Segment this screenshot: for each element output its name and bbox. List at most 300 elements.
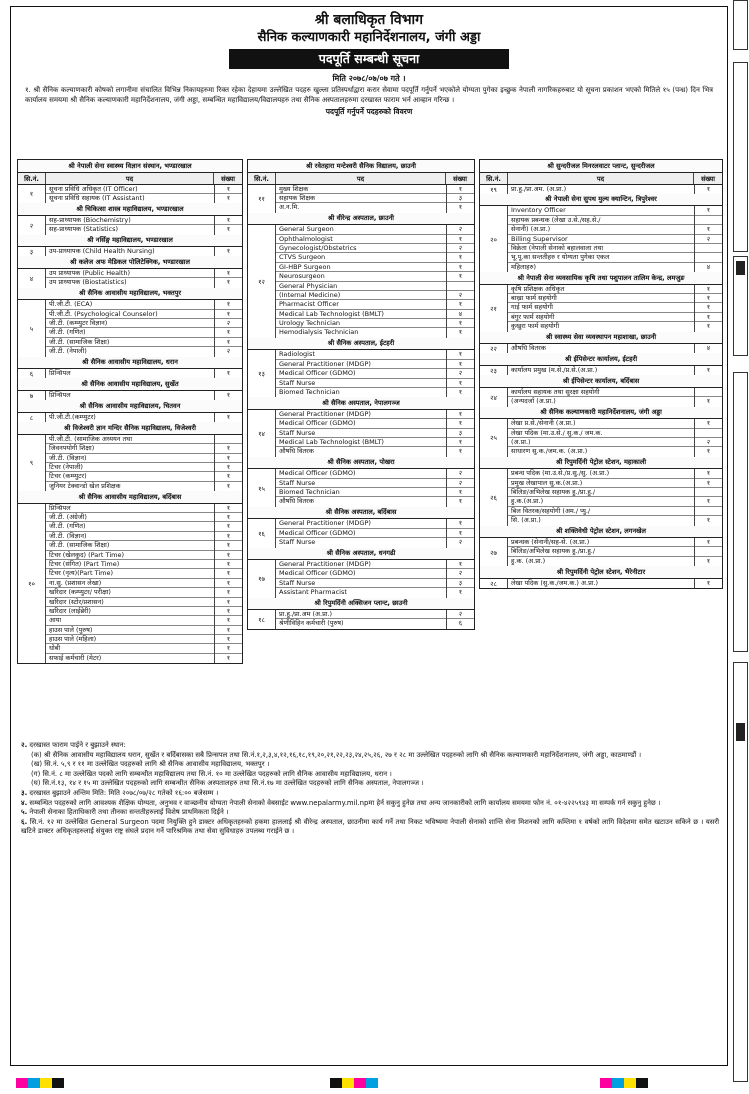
institution-name: श्री विजेश्वरी ज्ञान मन्दिर सैनिक महाविद्यालय, विजेश्वरी <box>18 422 242 435</box>
post-name: सहायक प्रबन्धक (लेखा उ.से./सह.से./ <box>508 216 694 225</box>
table-row <box>480 185 722 194</box>
vacancy-columns <box>17 159 723 737</box>
table-row <box>480 469 722 525</box>
table-row <box>18 185 242 204</box>
post-count <box>695 253 722 262</box>
post-count: ३ <box>447 579 474 588</box>
post-name: ना.सु. (प्रशासन लेखा) <box>46 579 214 588</box>
post-name: साधारण सु.क./जम.क. (अ.प्रा.) <box>511 447 588 456</box>
post-name: प्रा.हु./प्रा.अम (अ.प्रा.) <box>276 610 446 619</box>
post-count: १ <box>215 216 242 225</box>
post-count: १ <box>215 607 242 616</box>
post-count: १ <box>458 387 463 396</box>
post-name: सेनानी) (अ.प्रा.) <box>508 225 694 234</box>
vacancy-column-1 <box>17 159 243 664</box>
post-count: १ <box>215 454 242 463</box>
institution-block <box>18 288 242 357</box>
institution-name: श्री रवेतहारा मन्टेश्वरी सैनिक विद्यालय, छाउनी <box>248 160 474 173</box>
post-count <box>447 282 474 291</box>
post-list <box>276 610 446 629</box>
post-name: टिचर (नृत्य)(Part Time) <box>46 569 214 578</box>
post-list <box>46 413 214 422</box>
post-count: १ <box>695 313 722 322</box>
institution-name: श्री रिपुमर्दिनी पेट्रोल स्टेशन, भैरेनीटार <box>480 566 722 579</box>
post-count: १ <box>226 653 231 662</box>
header-post: पद <box>508 173 694 184</box>
post-name: सि. (अ.प्रा.) <box>511 516 541 525</box>
post-list <box>46 247 214 256</box>
post-name: टिचर (कम्प्युटर) <box>46 472 214 481</box>
org-line-1: श्री बलाधिकृत विभाग <box>314 12 424 28</box>
post-name: सूचना प्रविधि सहायक (IT Assistant) <box>49 193 145 202</box>
post-name: प्रमुख लेखापाल सु.क.(अ.प्रा.) <box>508 479 694 488</box>
header-sn: सि.नं. <box>480 173 508 184</box>
post-count <box>695 507 722 516</box>
institution-name: श्री सैनिक कल्याणकारी महानिर्देशनालय, जंगी अड्डा <box>480 407 722 420</box>
post-count: १ <box>215 444 242 453</box>
note-item <box>21 799 719 808</box>
post-count: १ <box>706 365 711 374</box>
serial-number: २४ <box>480 388 508 407</box>
post-name: हु.क. (अ.प्रा.) <box>511 556 546 565</box>
post-name: जी.टी. (गणित) <box>46 522 214 531</box>
post-name: जी.टी. (कम्प्युटर विज्ञान) <box>46 319 214 328</box>
institution-block <box>248 598 474 629</box>
post-count: २ <box>447 469 474 478</box>
post-count: २ <box>447 225 474 234</box>
post-list <box>276 410 446 457</box>
post-name: प्रबन्धक (सेनानी/सह-से. (अ.प्रा.) <box>508 538 694 547</box>
note-item <box>21 818 719 836</box>
post-name: जी.टी. (नेपाली) <box>49 347 87 356</box>
post-count: १ <box>447 438 474 447</box>
institution-block <box>248 338 474 397</box>
post-name: (अन्यदर्जा (अ.प्रा.) <box>511 397 556 406</box>
post-count: १ <box>215 569 242 578</box>
post-name: सह-प्राध्यापक (Biochemistry) <box>46 216 214 225</box>
post-list <box>46 435 214 491</box>
note-label: ४. <box>21 798 28 807</box>
count-list <box>694 344 722 353</box>
count-list <box>214 369 242 378</box>
post-count: १ <box>447 360 474 369</box>
institution-name: श्री नेपाली सेना सुपथ मुल्य क्यान्टिन, त्रिपुरेश्वर <box>480 194 722 207</box>
count-list <box>694 469 722 525</box>
institution-name: श्री कलेज अफ मेडिकल पोलिटेक्निक, भण्डारखाल <box>18 256 242 269</box>
vacancy-list-title: पदपूर्ति गर्नुपर्ने पदहरुको विवरण <box>325 107 413 116</box>
post-name: Billing Supervisor <box>508 235 694 244</box>
header-sn: सि.नं. <box>248 173 276 184</box>
post-name: औषधि वितरक <box>511 344 546 353</box>
table-row <box>18 300 242 356</box>
side-clipping-4 <box>733 372 748 652</box>
post-count: २ <box>447 610 474 619</box>
post-name: अ.न.मि. <box>279 203 300 212</box>
post-name: विक्रेता (नेपाली सेनाको बहालवाला तथा <box>508 244 694 253</box>
post-count: १ <box>458 203 463 212</box>
post-name: Biomed Technician <box>279 387 340 396</box>
serial-number: ६ <box>18 369 46 378</box>
post-name: औषधि वितरक <box>279 497 314 506</box>
post-name: बाख्रा फार्म सहयोगी <box>508 294 694 303</box>
org-line-2: सैनिक कल्याणकारी महानिर्देशनालय, जंगी अड्डा <box>257 30 481 45</box>
serial-number: ७ <box>18 391 46 400</box>
post-count: १ <box>215 504 242 513</box>
table-row <box>248 519 474 547</box>
serial-number: १६ <box>248 519 276 547</box>
post-count: १ <box>226 225 231 234</box>
table-row <box>480 579 722 588</box>
header-post: पद <box>46 173 214 184</box>
post-name: General Surgeon <box>276 225 446 234</box>
post-list <box>276 560 446 598</box>
vacancy-table <box>17 159 243 664</box>
post-count: १ <box>215 328 242 337</box>
post-name: Medical Lab Technologist (BMLT) <box>276 310 446 319</box>
post-list <box>508 344 694 353</box>
table-row <box>18 435 242 491</box>
serial-number: १८ <box>248 610 276 629</box>
post-list <box>508 206 694 272</box>
post-count: २ <box>447 569 474 578</box>
table-row <box>18 369 242 378</box>
note-item <box>21 751 719 760</box>
institution-name: श्री सुन्दरीजल मिनरलवाटर प्लान्ट, सुन्दरीजल <box>480 160 722 173</box>
post-name: प्रिन्सिपल <box>49 390 71 399</box>
table-row <box>18 504 242 664</box>
count-list <box>214 247 242 256</box>
serial-number: १४ <box>248 410 276 457</box>
post-list <box>46 369 214 378</box>
serial-number: ३ <box>18 247 46 256</box>
post-name: Pharmacist Officer <box>276 300 446 309</box>
post-list <box>508 388 694 407</box>
institution-block <box>248 397 474 456</box>
post-name: General Practitioner (MDGP) <box>276 410 446 419</box>
institution-name: श्री नेपाली सेना स्वास्थ्य विज्ञान संस्थान, भण्डारखाल <box>18 160 242 173</box>
note-item <box>21 760 719 769</box>
post-list <box>46 504 214 664</box>
post-name: औषधि वितरक <box>279 447 314 456</box>
side-dark-block <box>736 261 745 275</box>
count-list <box>694 185 722 194</box>
note-item <box>21 779 719 788</box>
note-label: ५. <box>21 808 28 817</box>
post-list <box>508 538 694 566</box>
post-name: प्रबन्ध पदिक (मा.उ.से./प्र.सु./सु. (अ.प्रा.) <box>508 469 694 478</box>
institution-block <box>248 160 474 213</box>
notes-section <box>21 741 719 836</box>
note-text: नेपाली सेनाका हिताधिकारी तथा तीनका सन्ततीहरुलाई विशेष प्राथमिकता दिईने । <box>29 808 229 817</box>
post-count: १ <box>226 193 231 202</box>
count-list <box>214 269 242 288</box>
count-list <box>694 419 722 457</box>
institution-name: श्री सैनिक अस्पताल, बर्दिबास <box>248 507 474 520</box>
count-list <box>214 435 242 491</box>
post-name: उप-प्राध्यापक (Child Health Nursing) <box>49 247 155 256</box>
post-name: कार्यालय सहायक तथा सुरक्षा सहयोगी <box>508 388 694 397</box>
post-count: २ <box>226 347 231 356</box>
institution-block <box>480 160 722 194</box>
post-name: पी.जी.टी. (Psychological Counselor) <box>46 310 214 319</box>
table-row <box>248 225 474 338</box>
post-list <box>276 350 446 397</box>
note-text: (ग) सि.नं. ८ मा उल्लेखित पदको लागि सम्बन्धीत महाविद्यालय तथा सि.नं. १० मा उल्लेखित पदहरुको लागि सैनिक आवासीय महाविद्यालय, धरान । <box>31 769 392 778</box>
table-row <box>480 344 722 353</box>
serial-number: १३ <box>248 350 276 397</box>
post-count: १ <box>215 185 242 194</box>
post-list <box>508 285 694 332</box>
post-count: १ <box>458 588 463 597</box>
count-list <box>694 366 722 375</box>
table-row <box>18 247 242 256</box>
serial-number: ४ <box>18 269 46 288</box>
count-list <box>446 519 474 547</box>
post-name: Ophthalmologist <box>276 235 446 244</box>
post-name: लेखा प्र.से./सेनानी (अ.प्रा.) <box>508 419 694 428</box>
post-name: सह-प्राध्यापक (Statistics) <box>49 225 119 234</box>
institution-block <box>18 256 242 287</box>
header-count: संख्या <box>221 174 235 183</box>
post-name: Medical Officer (GDMO) <box>276 569 446 578</box>
post-list <box>46 300 214 356</box>
post-name: हु.क.(अ.प्रा.) <box>508 497 694 506</box>
header-post: पद <box>276 173 446 184</box>
post-count: ४ <box>706 262 711 271</box>
post-count: १ <box>447 272 474 281</box>
post-name: Medical Officer (GDMO) <box>276 469 446 478</box>
post-name: प्रिन्सिपल <box>46 504 214 513</box>
count-list <box>446 185 474 213</box>
serial-number: १० <box>18 504 46 664</box>
table-row <box>248 410 474 457</box>
post-name: श्रेणीविहिन कर्मचारी (पुरुष) <box>279 619 344 628</box>
post-count: १ <box>447 300 474 309</box>
serial-number: २२ <box>480 344 508 353</box>
post-count: १ <box>226 390 231 399</box>
institution-block <box>248 507 474 548</box>
post-count: १ <box>215 338 242 347</box>
post-count: १ <box>215 560 242 569</box>
post-name: Staff Nurse <box>276 579 446 588</box>
post-count: १ <box>215 269 242 278</box>
institution-block <box>248 213 474 338</box>
institution-block <box>18 235 242 257</box>
post-count: १ <box>215 635 242 644</box>
post-name: Biomed Technician <box>276 488 446 497</box>
post-count: ४ <box>447 310 474 319</box>
post-name: पी.जी.टी. (सामाजिक अध्ययन तथा <box>46 435 214 444</box>
post-count <box>695 388 722 397</box>
post-count: ४ <box>706 344 711 353</box>
post-name: सूचना प्रविधि अधिकृत (IT Officer) <box>46 185 214 194</box>
post-list <box>276 185 446 213</box>
side-clipping-5 <box>733 662 748 1082</box>
side-clipping-2 <box>733 62 748 252</box>
post-count: १ <box>447 419 474 428</box>
institution-name: श्री वीरेन्द्र अस्पताल, छाउनी <box>248 213 474 226</box>
institution-block <box>18 203 242 234</box>
table-row <box>248 560 474 598</box>
post-list <box>276 519 446 547</box>
table-row <box>18 391 242 400</box>
post-name: Gynecologist/Obstetrics <box>276 244 446 253</box>
serial-number: २० <box>480 206 508 272</box>
post-count: २ <box>458 538 463 547</box>
post-name: Assistant Pharmacist <box>279 588 347 597</box>
institution-block <box>248 548 474 598</box>
count-list <box>694 285 722 332</box>
header-sn: सि.नं. <box>18 173 46 184</box>
post-name: Hemodialysis Technician <box>279 328 359 337</box>
post-list <box>508 579 694 588</box>
post-name: GI-HBP Surgeon <box>276 263 446 272</box>
institution-block <box>480 194 722 272</box>
post-name: हाउस पाले (महिला) <box>46 635 214 644</box>
post-name: उप प्राध्यापक (Biostatistics) <box>49 278 127 287</box>
post-count: १ <box>706 578 711 587</box>
post-count: २ <box>695 235 722 244</box>
post-name: धोबी <box>46 644 214 653</box>
post-name: जी.टी. (विज्ञान) <box>46 454 214 463</box>
post-count: १ <box>447 410 474 419</box>
post-count: १ <box>447 253 474 262</box>
print-color-bar-right <box>600 1078 648 1088</box>
count-list <box>446 610 474 629</box>
post-count: १ <box>706 184 711 193</box>
post-count: १ <box>706 322 711 331</box>
post-count: १ <box>215 579 242 588</box>
post-name: प्रा.हु./प्रा.अम. (अ.प्रा.) <box>511 184 567 193</box>
count-list <box>446 560 474 598</box>
institution-name: श्री सैनिक अस्पताल, ईटहरी <box>248 338 474 351</box>
post-name: हाउस पाले (पुरुष) <box>46 626 214 635</box>
institution-name: श्री नर्सिङ्ग महाविद्यालय, भण्डारखाल <box>18 235 242 248</box>
institution-name: श्री शक्तिवेधी पेट्रोल स्टेशन, लगनखेल <box>480 526 722 539</box>
post-count: १ <box>706 556 711 565</box>
count-list <box>694 538 722 566</box>
institution-name: श्री रिपुमर्दिनी अक्सिजन प्लान्ट, छाउनी <box>248 598 474 611</box>
post-count: १ <box>215 472 242 481</box>
institution-block <box>480 375 722 406</box>
post-count <box>695 488 722 497</box>
post-name: बिल वितरक/सहयोगी (अम./ प्यु./ <box>508 507 694 516</box>
post-name: कार्यालय प्रमुख (म.से./प्र.से.(अ.प्रा.) <box>511 365 598 374</box>
vacancy-column-2 <box>247 159 475 630</box>
post-list <box>46 269 214 288</box>
post-name: General Practitioner (MDGP) <box>276 560 446 569</box>
print-color-bar-center <box>330 1078 378 1088</box>
post-count: २ <box>447 369 474 378</box>
serial-number: १५ <box>248 469 276 507</box>
post-count: १ <box>695 419 722 428</box>
institution-block <box>18 357 242 379</box>
post-count: १ <box>226 481 231 490</box>
institution-block <box>480 566 722 588</box>
post-count: १ <box>215 588 242 597</box>
post-name: सफाई कर्मचारी (मेटर) <box>49 653 102 662</box>
institution-name: श्री ईपिसेन्टर कार्यालय, बर्दिबास <box>480 375 722 388</box>
post-name: (Internal Medicine) <box>276 291 446 300</box>
count-list <box>446 410 474 457</box>
post-name: Radiologist <box>276 350 446 359</box>
serial-number: ५ <box>18 300 46 356</box>
post-name: खरिदार (कम्प्युटर/ परीक्षा) <box>46 588 214 597</box>
post-name: Medical Officer (GDMO) <box>276 419 446 428</box>
institution-block <box>18 400 242 422</box>
serial-number: २३ <box>480 366 508 375</box>
post-name: लेखा पदिक (मा.उ.से./ सु.क./ जम.क. <box>508 429 694 438</box>
print-color-bar-left <box>16 1078 64 1088</box>
post-name: Medical Officer (GDMO) <box>276 369 446 378</box>
notice-page <box>10 6 728 1066</box>
institution-name: श्री सैनिक आवासीय महाविद्यालय, बर्दिबास <box>18 491 242 504</box>
post-name: पी.जी.टी.(कम्प्युटर) <box>49 412 96 421</box>
note-item <box>21 808 719 817</box>
post-count: १ <box>215 541 242 550</box>
institution-name: श्री सैनिक आवासीय महाविद्यालय, भक्तपुर <box>18 288 242 301</box>
post-count: १ <box>447 560 474 569</box>
post-name: बंगुर फार्म सहयोगी <box>508 313 694 322</box>
institution-block <box>18 378 242 400</box>
note-text: (क) श्री सैनिक आवासीय महाविद्यालय धरान, सुर्खेत र बर्दिबासका सबै प्रिन्सपल तथा सि.नं.१,२,३,४,१२,१६,१८,१९,२०,२१,२२,२३,२४,२५,२६, २७ र २८ मा उल्लेखित पदहरुको लागि श्री सैनिक कल्याणकारी महानिर्देशनालय, जंगी अड्डा, काठमाण्डौं । <box>31 750 642 759</box>
post-count: २ <box>695 438 722 447</box>
serial-number: ९ <box>18 435 46 491</box>
notice-date: मिति २०७८/०७/०७ गते । <box>332 74 406 83</box>
post-name: General Practitioner (MDGP) <box>276 360 446 369</box>
post-count: १ <box>447 519 474 528</box>
post-name: टिचर (नेपाली) <box>46 463 214 472</box>
post-name: (अ.प्रा.) <box>508 438 694 447</box>
serial-number: ८ <box>18 413 46 422</box>
post-name: लेखा पदिक (सु.क./जम.क.) अ.प्रा.) <box>511 578 599 587</box>
post-name: मुख्य शिक्षक <box>276 185 446 194</box>
post-name: टिचर (खेलकुद) (Part Time) <box>46 551 214 560</box>
institution-name: श्री सैनिक अस्पताल, नेपालगञ्ज <box>248 397 474 410</box>
post-name: Staff Nurse <box>276 479 446 488</box>
post-count: १ <box>215 626 242 635</box>
post-name: प्रिन्सिपल <box>49 369 71 378</box>
table-row <box>248 350 474 397</box>
count-list <box>214 391 242 400</box>
post-count: १ <box>226 369 231 378</box>
post-count: २ <box>447 291 474 300</box>
note-text: दरखास्त बुझाउने अन्तिम मिति: मिति २०७८/०७/२८ गतेको १६:०० बजेसम्म । <box>29 788 219 797</box>
post-name: जी.टी. (अंग्रेजी) <box>46 513 214 522</box>
institution-block <box>18 160 242 203</box>
institution-block <box>480 353 722 375</box>
count-list <box>446 469 474 507</box>
post-name: Inventory Officer <box>508 206 694 215</box>
post-name: जी.टी. (गणित) <box>46 328 214 337</box>
note-text: दरखास्त फाराम पाईने र बुझाउने स्थान: <box>29 741 126 749</box>
note-label: ३. <box>21 788 28 797</box>
table-header <box>480 173 722 185</box>
post-name: जी.टी. (विज्ञान) <box>46 532 214 541</box>
table-row <box>480 285 722 332</box>
serial-number: २ <box>18 216 46 235</box>
post-name: जी.टी. (सामाजिक शिक्षा) <box>46 338 214 347</box>
post-name: महिलाहरु) <box>511 262 536 271</box>
post-list <box>508 419 694 457</box>
post-name: Staff Nurse <box>279 538 316 547</box>
post-count <box>695 429 722 438</box>
count-list <box>214 413 242 422</box>
post-count: १ <box>215 598 242 607</box>
table-row <box>480 538 722 566</box>
post-count: १ <box>447 350 474 359</box>
post-list <box>276 469 446 507</box>
